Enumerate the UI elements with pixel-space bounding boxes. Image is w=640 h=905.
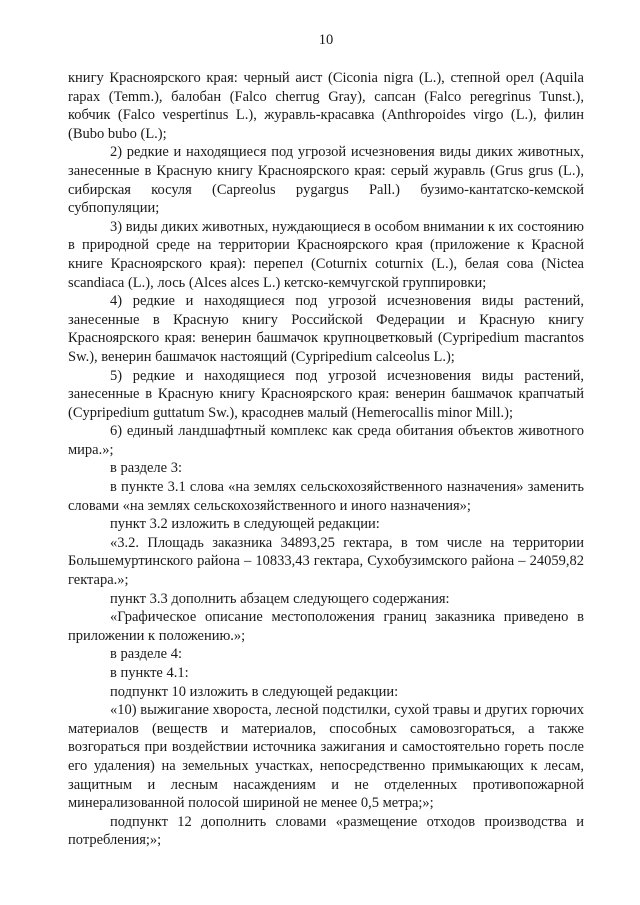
paragraph: в разделе 4: [110,646,183,663]
paragraph: подпункт 12 дополнить словами «размещение отходов производства и потребления;»; [68,813,584,849]
paragraph: 3) виды диких животных, нуждающиеся в особом внимании к их состоянию в природной среде на территории Красноярского края (приложение к Красной книге Красноярского края): перепел (Coturnix coturnix (L.), белая сова (Nictea scandiaca (L.), лось (Alces alces L.) кетско-кемчугской группировки; [68,218,584,291]
paragraph: в разделе 3: [110,460,183,477]
paragraph: в пункте 3.1 слова «на землях сельскохозяйственного назначения» заменить словами «на землях сельскохозяйственного и иного назначения»; [68,479,584,514]
paragraph: 2) редкие и находящиеся под угрозой исчезновения виды диких животных, занесенные в Красную книгу Красноярского края: серый журавль (Grus grus (L.), сибирская косуля (Capreolus pygargus Pall.) бузимо-кантатско-кемской субпопуляции; [68,144,584,217]
paragraph: в пункте 4.1: [110,665,189,681]
paragraph: подпункт 10 изложить в следующей редакции: [110,683,399,700]
paragraph: «10) выжигание хвороста, лесной подстилки, сухой травы и других горючих материалов (веществ и материалов, способных самовозгораться, а также возгораться при воздействии источника зажигания и самостоятельно гореть после его удаления) на земельных участках, непосредственно примыкающих к лесам, защитным и лесным насаждениям и не отделенных противопожарной минерализованной полосой шириной не менее 0,5 метра;»; [68,702,584,812]
paragraph: 5) редкие и находящиеся под угрозой исчезновения виды растений, занесенные в Красную книгу Красноярского края: венерин башмачок крапчатый (Cypripedium guttatum Sw.), красоднев малый (Hemerocallis minor Mill.); [68,367,584,421]
paragraph: книгу Красноярского края: черный аист (Ciconia nigra (L.), степной орел (Aquila rapax (Temm.), балобан (Falco cherrug Gray), сапсан (Falco peregrinus Tunst.), кобчик (Falco vespertinus L.), журавль-красавка (Anthropoides virgo (L.), филин (Bubo bubo (L.); [68,70,584,142]
page-number: 10 [318,32,334,48]
paragraph: «3.2. Площадь заказника 34893,25 гектара, в том числе на территории Большемуртинского района – 10833,43 гектара, Сухобузимского района – 24059,82 гектара.»; [68,534,584,589]
document-body [68,69,584,850]
paragraph: пункт 3.3 дополнить абзацем следующего содержания: [110,590,450,607]
paragraph: «Графическое описание местоположения границ заказника приведено в приложении к положению.»; [68,609,584,644]
paragraph: пункт 3.2 изложить в следующей редакции: [110,516,380,533]
paragraph: 6) единый ландшафтный комплекс как среда обитания объектов животного мира.»; [68,423,584,458]
paragraph: 4) редкие и находящиеся под угрозой исчезновения виды растений, занесенные в Красную книгу Российской Федерации и Красную книгу Красноярского края: венерин башмачок крупноцветковый (Cypripedium macrantos Sw.), венерин башмачок настоящий (Cypripedium calceolus L.); [68,293,584,365]
